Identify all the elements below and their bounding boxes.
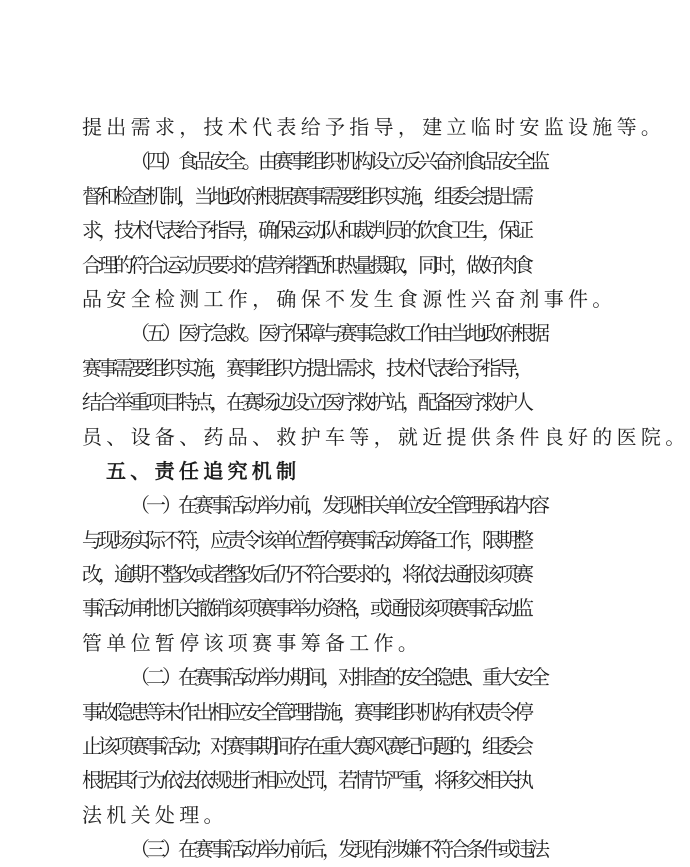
- paragraph-item-one: [82, 488, 546, 660]
- text-line: 员、设备、药品、救护车等，就近提供条件良好的医院。: [82, 424, 690, 449]
- paragraph-medical-aid: [82, 316, 690, 454]
- section-heading-text: 五、责任追究机制: [106, 458, 301, 483]
- paragraph-continuation: [82, 110, 666, 144]
- text-line: 法机关处理。: [82, 802, 228, 827]
- paragraph-food-safety: [82, 144, 617, 316]
- text-line: 合理的符合运动员要求的营养搭配和热量摄取，同时，做好肉食: [82, 252, 530, 277]
- section-heading: [82, 454, 520, 488]
- text-line: （五）医疗急救。医疗保障与赛事急救工作由当地政府根据: [130, 321, 546, 346]
- paragraph-item-three: [82, 832, 546, 866]
- text-line: 事故隐患等未作出相应安全管理措施，赛事组织机构有权责令停: [82, 699, 530, 724]
- text-line: （四）食品安全。由赛事组织机构设立反兴奋剂食品安全监: [130, 149, 546, 174]
- text-line: 事活动审批机关撤销该项赛事举办资格，或通报该项赛事活动监: [82, 596, 530, 621]
- text-line: 督和检查机制，当地政府根据赛事需要组织实施，组委会提出需: [82, 183, 530, 208]
- paragraph-item-two: [82, 660, 546, 832]
- document-body: [82, 110, 690, 867]
- text-line: 与现场实际不符，应责令该单位暂停赛事活动筹备工作，限期整: [82, 527, 530, 552]
- text-line: （二）在赛事活动举办期间，对排查的安全隐患、重大安全: [130, 665, 546, 690]
- text-line: 结合举重项目特点，在赛场边设立医疗救护站，配备医疗救护人: [82, 390, 530, 415]
- text-line: （三）在赛事活动举办前后，发现有涉嫌不符合条件或违法: [130, 837, 546, 862]
- text-line: 赛事需要组织实施，赛事组织方提出需求，技术代表给予指导，: [82, 355, 530, 380]
- text-line: 根据其行为依法依规进行相应处罚，若情节严重，将移交相关执: [82, 768, 530, 793]
- text-line: 求，技术代表给予指导，确保运动队和裁判员的饮食卫生，保证: [82, 218, 530, 243]
- text-line: 品安全检测工作，确保不发生食源性兴奋剂事件。: [82, 286, 617, 311]
- text-line: （一）在赛事活动举办前，发现相关单位安全管理承诺内容: [130, 493, 546, 518]
- text-line: 提出需求，技术代表给予指导，建立临时安监设施等。: [82, 115, 666, 139]
- text-line: 改，逾期不整改或者整改后仍不符合要求的，将依法通报该项赛: [82, 562, 530, 587]
- text-line: 止该项赛事活动；对赛事期间存在重大赛风赛纪问题的，组委会: [82, 734, 530, 759]
- text-line: 管单位暂停该项赛事筹备工作。: [82, 630, 423, 655]
